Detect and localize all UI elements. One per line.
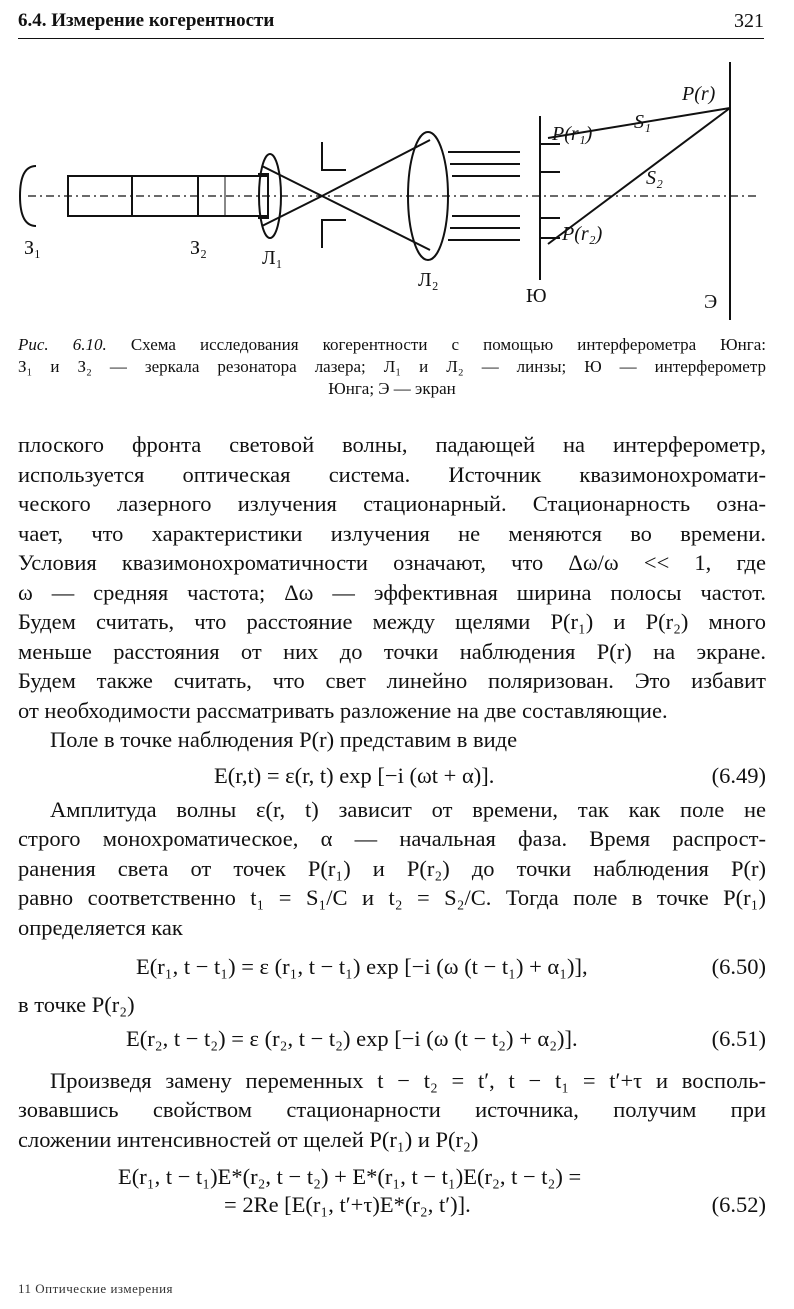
label-pr1: P(r₁) [552,123,593,145]
section-title: 6.4. Измерение когерентности [18,10,275,31]
label-lens-1: Л₁ [262,247,283,269]
equation-6-52-line-2: = 2Re [E(r₁, t′+τ)E*(r₂, t′)]. (6.52) [224,1192,766,1217]
paragraph-3: Амплитуда волны ε(r, t) зависит от времени, так как поле не строго монохроматическое, α — начальная фаза. Время распрост- ранения света от точек P(r₁) и P(r₂) до точки наблюдения P(r) равно соответственно t₁ = S₁/C и t₂ = S₂/C. Тогда поле в точке P(r₁) определяется как [18,796,766,940]
equation-6-52-line-1: E(r₁, t − t₁)E*(r₂, t − t₂) + E*(r₁, t − t₁)E(r₂, t − t₂) = [118,1164,582,1189]
young-interferometer-figure [0,58,794,328]
paragraph-1: плоского фронта световой волны, падающей на интерферометр, используется оптическая система. Источник квазимонохромати- ческого лазерного излучения стационарный. Стационарность озна- чает, что характеристики излучения не меняются во времени. Условия квазимонохроматичности означают, что Δω/ω << 1, где ω — средняя частота; Δω — эффективная ширина полосы частот. Будем считать, что расстояние между щелями P(r₁) и P(r₂) много меньше расстояния от них до точки наблюдения P(r) на экране. Будем также считать, что свет линейно поляризован. Это избавит от необходимости рассматривать разложение на две составляющие. [18,432,766,723]
aperture-top [322,142,346,170]
paragraph-5: Произведя замену переменных t − t₂ = t′, t − t₁ = t′+τ и восполь- зовавшись свойством стационарности источника, получим при сложении интенсивностей от щелей P(r₁) и P(r₂) [18,1067,766,1152]
running-header [18,10,764,39]
caption-line-3: Юнга; Э — экран [328,379,456,398]
page-number: 321 [734,10,764,32]
label-s2: S₂ [646,167,663,189]
equation-6-51: E(r₂, t − t₂) = ε (r₂, t − t₂) exp [−i (ω (t − t₂) + α₂)]. (6.51) [126,1025,766,1051]
label-s1: S₁ [634,111,651,133]
label-mirror-2: З₂ [190,237,207,259]
equation-6-49: E(r,t) = ε(r, t) exp [−i (ωt + α)]. (6.49) [214,762,766,788]
label-mirror-1: З₁ [24,237,41,259]
label-screen: Э [704,291,718,313]
page-footer: 11 Оптические измерения [18,1281,174,1296]
equation-6-50: E(r₁, t − t₁) = ε (r₁, t − t₁) exp [−i (ω (t − t₁) + α₁)], (6.50) [136,954,766,979]
caption-line-2: З₁ и З₂ — зеркала резонатора лазера; Л₁ и Л₂ — линзы; Ю — интерферометр [18,357,766,376]
label-lens-2: Л₂ [418,269,439,291]
label-pr2: P(r₂) [562,223,603,245]
body-text [18,430,766,1222]
paragraph-4: в точке P(r₂) [18,992,135,1017]
aperture-bottom [322,220,346,248]
caption-label: Рис. 6.10. [18,335,107,354]
paragraph-2: Поле в точке наблюдения P(r) представим в виде [50,727,518,752]
label-young: Ю [526,285,547,307]
figure-caption [18,334,766,400]
caption-line-1: Схема исследования когерентности с помощью интерферометра Юнга: [130,335,766,354]
label-pr: P(r) [682,83,716,105]
